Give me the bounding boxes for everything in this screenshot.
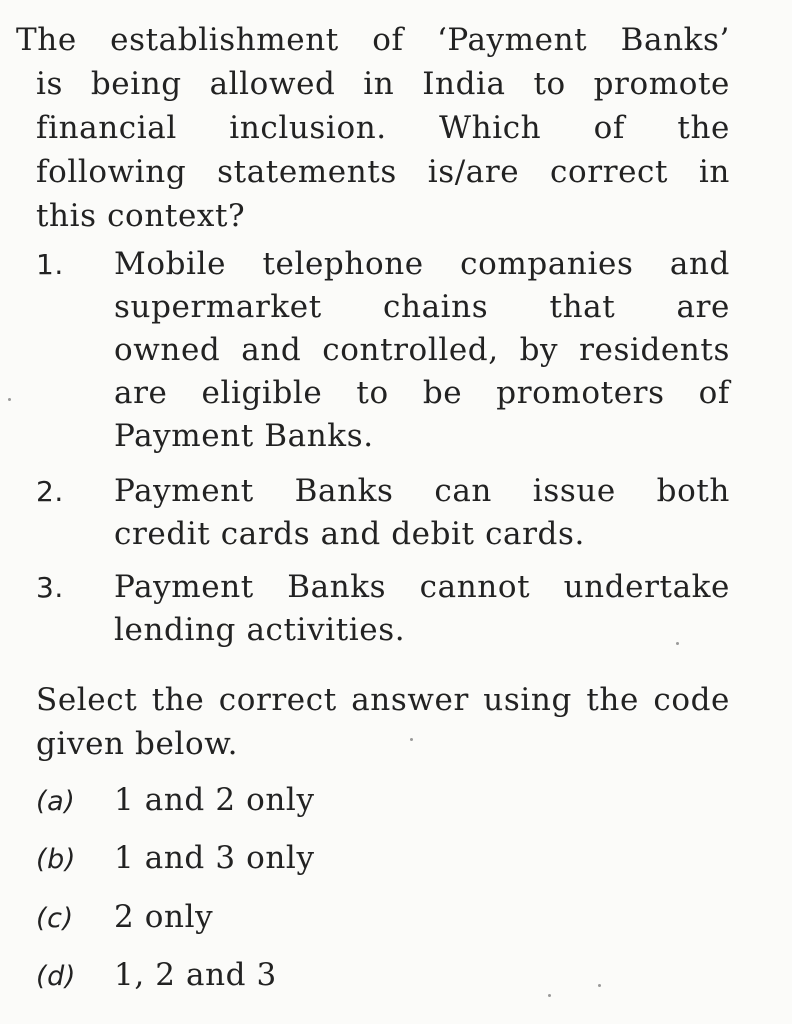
option-label: (c) [36,903,74,934]
scan-speck [676,642,679,645]
option-label: (a) [36,786,76,817]
statement-line: owned and controlled, by residents [114,332,730,368]
question-stem [16,18,730,238]
question-line: is being allowed in India to promote [36,66,730,102]
statement-number: 2. [36,475,64,508]
instruction-line: given below. [36,726,239,762]
statement-1 [36,243,730,458]
statement-text [114,566,730,652]
option-text: 1 and 2 only [114,782,315,818]
statement-line: credit cards and debit cards. [114,516,585,552]
option-c[interactable] [36,897,213,939]
statement-line: Payment Banks. [114,418,374,454]
instruction-line: Select the correct answer using the code [36,682,730,718]
statement-line: are eligible to be promoters of [114,375,730,411]
answer-instruction [36,678,730,766]
statement-text [114,470,730,556]
scan-speck [410,738,413,741]
option-label: (b) [36,844,77,875]
scan-speck [598,984,601,987]
option-text: 1, 2 and 3 [114,957,277,993]
option-b[interactable] [36,838,315,880]
statement-text [114,243,730,458]
statement-number: 3. [36,571,64,604]
option-d[interactable] [36,955,277,997]
option-a[interactable] [36,780,315,822]
statement-line: Payment Banks can issue both [114,473,730,509]
option-text: 2 only [114,899,214,935]
question-line: The establishment of ‘Payment Banks’ [16,22,730,58]
scan-speck [8,398,11,401]
statement-number: 1. [36,248,64,281]
statement-line: Mobile telephone companies and [114,246,730,282]
option-label: (d) [36,961,77,992]
scan-speck [548,994,551,997]
question-line: this context? [36,198,246,234]
question-line: following statements is/are correct in [36,154,730,190]
statement-line: supermarket chains that are [114,289,730,325]
statement-line: lending activities. [114,612,406,648]
option-text: 1 and 3 only [114,840,315,876]
question-line: financial inclusion. Which of the [36,110,730,146]
statement-3 [36,566,730,652]
statement-line: Payment Banks cannot undertake [114,569,730,605]
statement-2 [36,470,730,556]
